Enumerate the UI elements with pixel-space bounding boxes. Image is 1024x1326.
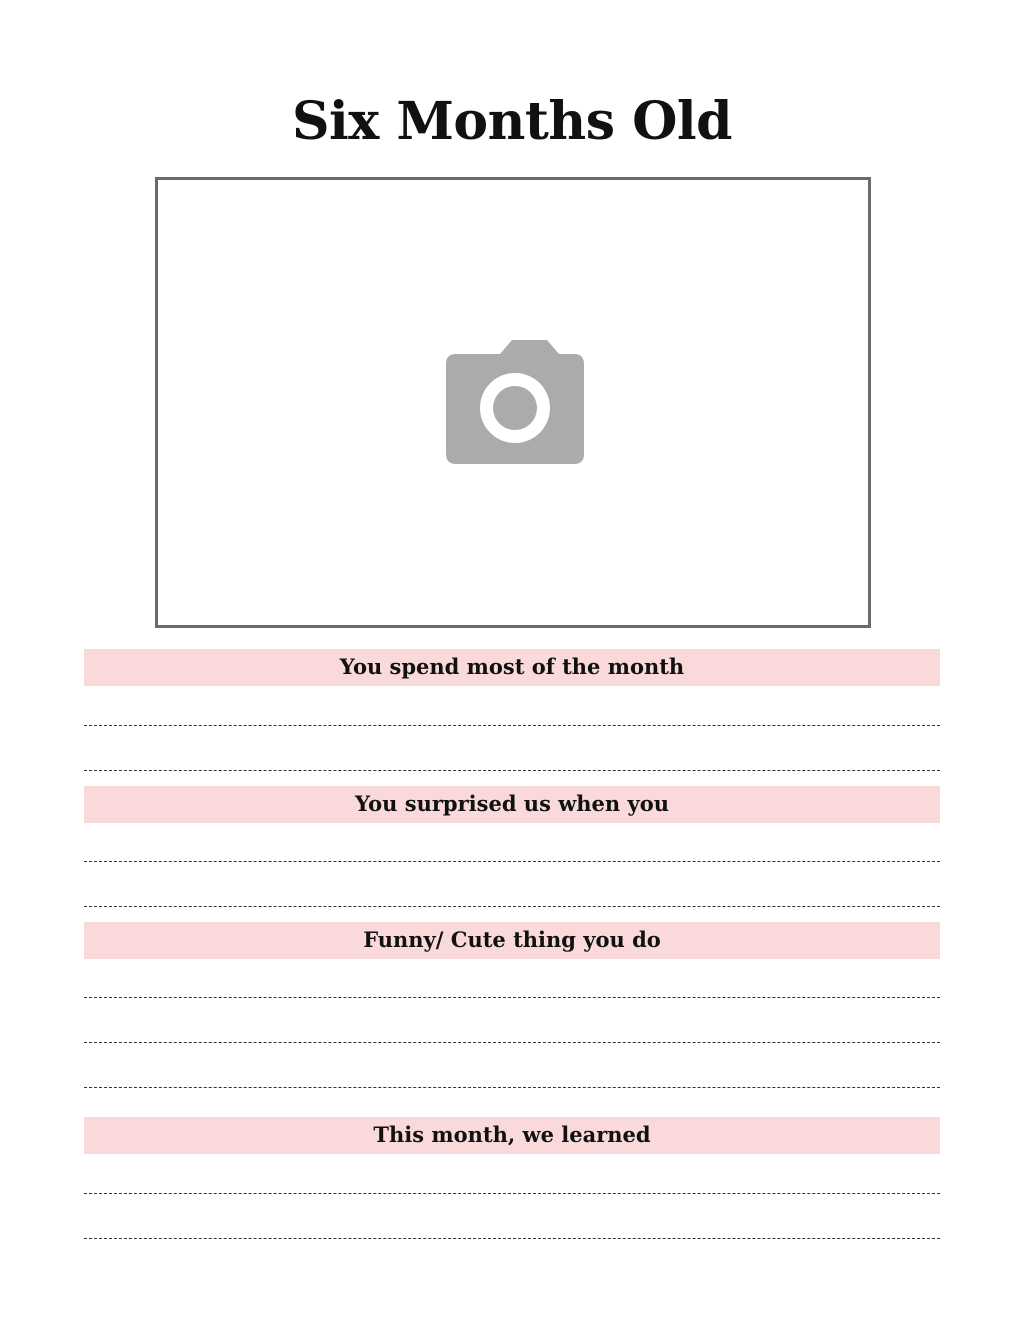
camera-icon xyxy=(446,340,584,466)
writing-line[interactable] xyxy=(84,770,940,771)
writing-line[interactable] xyxy=(84,1087,940,1088)
writing-line[interactable] xyxy=(84,725,940,726)
photo-placeholder-frame xyxy=(155,177,871,628)
writing-line[interactable] xyxy=(84,861,940,862)
writing-line[interactable] xyxy=(84,1042,940,1043)
page-title: Six Months Old xyxy=(291,91,733,152)
section-header-surprised: You surprised us when you xyxy=(84,786,940,823)
section-header-learned: This month, we learned xyxy=(84,1117,940,1154)
writing-line[interactable] xyxy=(84,997,940,998)
writing-line[interactable] xyxy=(84,1193,940,1194)
section-header-month: You spend most of the month xyxy=(84,649,940,686)
writing-line[interactable] xyxy=(84,906,940,907)
writing-line[interactable] xyxy=(84,1238,940,1239)
section-header-funny: Funny/ Cute thing you do xyxy=(84,922,940,959)
